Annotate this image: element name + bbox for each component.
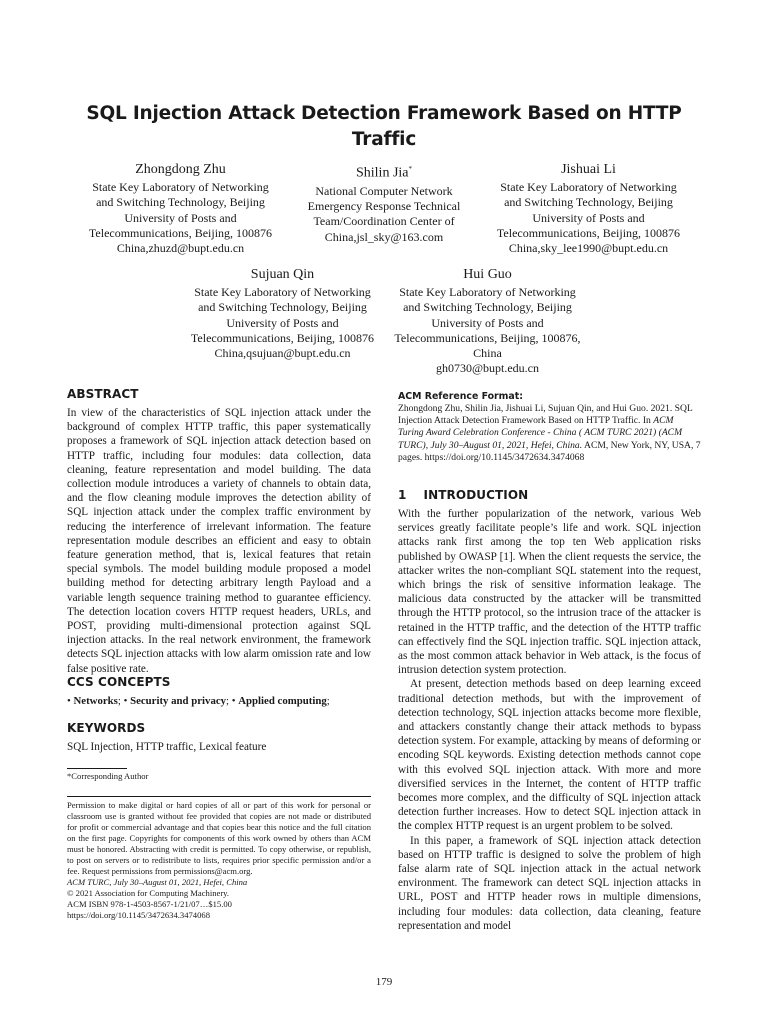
corresponding-mark: * xyxy=(408,165,412,173)
permission-rule xyxy=(67,796,371,797)
author-affiliation-line: Team/Coordination Center of xyxy=(313,214,455,229)
author-affiliation-line: Emergency Response Technical xyxy=(307,198,461,213)
ccs-item: Networks xyxy=(73,695,118,707)
author-affiliation-line: China xyxy=(473,346,502,361)
corresponding-author-footnote: *Corresponding Author xyxy=(67,771,149,781)
page-number: 179 xyxy=(375,976,393,988)
author-affiliation-line: University of Posts and xyxy=(532,210,645,225)
author-affiliation-line: Telecommunications, Beijing, 100876 xyxy=(88,225,273,240)
conference-venue: ACM TURC, July 30–August 01, 2021, Hefei, China xyxy=(67,877,248,887)
doi-line: https://doi.org/10.1145/3472634.3474068 xyxy=(67,910,210,920)
author-affiliation-line: National Computer Network xyxy=(315,183,453,198)
author-affiliation-line: State Key Laboratory of Networking xyxy=(500,180,677,194)
footnote-rule xyxy=(67,768,127,769)
isbn-line: ACM ISBN 978-1-4503-8567-1/21/07…$15.00 xyxy=(67,899,232,909)
paper-title: SQL Injection Attack Detection Framework Based on HTTP Traffic xyxy=(86,103,682,150)
permission-block xyxy=(67,800,371,921)
reference-format-heading: ACM Reference Format: xyxy=(398,391,523,402)
author-affiliation-line: and Switching Technology, Beijing xyxy=(198,300,367,315)
author-email: China,sky_lee1990@bupt.edu.cn xyxy=(508,241,669,256)
abstract-heading: ABSTRACT xyxy=(67,387,139,401)
reference-venue: ACM Turing Award Celebration Conference - China ( ACM TURC 2021) (ACM TURC), July 30–August 01, 2021, Hefei, China. xyxy=(398,415,683,451)
ccs-item: Applied computing xyxy=(238,695,327,707)
author-block xyxy=(385,265,590,377)
paragraph: With the further popularization of the network, various Web services greatly facilitate people’s life and work. SQL injection attacks rank first among the top ten Web application risks published by OWASP [1]. When the client requests the service, the attacker writes the non-compliant SQL statement into the request, which brings the risk of sensitive information leakage. The malicious data constructed by the attacker will be transmitted through the HTTP protocol, so the intrusion trace of the attacker is retained in the HTTP traffic, and the detection of the HTTP traffic can effectively find the SQL injection traffic. SQL injection attack, as the most common attack behavior in Web attack, is the focus of intrusion detection system protection. xyxy=(398,508,701,677)
author-affiliation-line: and Switching Technology, Beijing xyxy=(96,195,265,210)
author-block xyxy=(180,265,385,361)
author-affiliation-line: Telecommunications, Beijing, 100876 xyxy=(190,330,375,345)
keywords-text: SQL Injection, HTTP traffic, Lexical feature xyxy=(67,741,267,753)
author-affiliation-line: University of Posts and xyxy=(226,315,339,330)
author-name: Jishuai Li xyxy=(561,162,616,177)
author-affiliation-line: Telecommunications, Beijing, 100876, xyxy=(394,330,581,345)
author-affiliation-line: University of Posts and xyxy=(431,315,544,330)
introduction-heading: 1 INTRODUCTION xyxy=(398,488,529,502)
author-affiliation-line: University of Posts and xyxy=(124,210,237,225)
author-email: China,qsujuan@bupt.edu.cn xyxy=(214,346,351,361)
paragraph: At present, detection methods based on deep learning exceed traditional detection methods, but with the improvement of detection technology, SQL injection attacks become more flexible, and attackers constantly change their attack methods to bypass detection system. For example, attacking by means of deforming or encoding SQL keywords. Existing detection methods cannot cope with this evolved SQL injection attack. With more and more diversified services in the Internet, the content of HTTP traffic becomes more complex, and the difficulty of SQL injection attack detection further increases. How to detect SQL injection attack in the complex HTTP request is an urgent problem to be solved. xyxy=(398,678,701,833)
abstract-text: In view of the characteristics of SQL injection attack under the background of complex HTTP traffic, this paper systematically proposes a framework of SQL injection attack detection based on HTTP traffic, including four modules: data collection, data cleaning, feature representation and model building. The data collection module introduces a variety of channels to obtain data, and the flow cleaning module improves the detection ability of SQL injection attack under the complex traffic environment by reducing the interference of irrelevant information. The feature representation module describes an efficient and easy to obtain feature generation method, that is, lexical features that retain special symbols. The model building module proposed a model building method for detecting arbitrary length Payload and a variable length sequence training method to guarantee efficiency. The detection location covers HTTP request headers, URLs, and POST, providing multi-dimensional protection against SQL injection attacks. In the real network environment, the framework detects SQL injection attacks with low alarm omission rate and low false positive rate. xyxy=(67,407,371,675)
paragraph: In this paper, a framework of SQL injection attack detection based on HTTP traffic is designed to solve the problem of high false alarm rate of SQL injection attack in the actual network environment. The framework can detect SQL injection attacks in URL, POST and HTTP header rows in multiple dimensions, including four modules: data collection, data cleaning, feature representation and model xyxy=(398,834,701,932)
author-email: China,zhuzd@bupt.edu.cn xyxy=(116,241,245,256)
ccs-item: Security and privacy xyxy=(130,695,227,707)
author-block xyxy=(486,160,691,256)
author-affiliation-line: Telecommunications, Beijing, 100876 xyxy=(496,225,681,240)
author-name: Zhongdong Zhu xyxy=(135,162,226,177)
author-affiliation-line: State Key Laboratory of Networking xyxy=(194,285,371,299)
keywords-heading: KEYWORDS xyxy=(67,721,146,735)
author-email: gh0730@bupt.edu.cn xyxy=(435,361,540,376)
author-name: Sujuan Qin xyxy=(250,267,315,282)
reference-format-text: Zhongdong Zhu, Shilin Jia, Jishuai Li, Sujuan Qin, and Hui Guo. 2021. SQL Injection Attack Detection Framework Based on HTTP Traffic. In ACM Turing Award Celebration Conference - China ( ACM TURC 2021) (ACM TURC), July 30–August 01, 2021, Hefei, China. ACM, New York, NY, USA, 7 pages. https://doi.org/10.1145/3472634.3474068 xyxy=(398,403,701,463)
author-block xyxy=(283,160,485,245)
author-name: Shilin Jia* xyxy=(355,165,412,181)
author-affiliation-line: and Switching Technology, Beijing xyxy=(403,300,572,315)
ccs-heading: CCS CONCEPTS xyxy=(67,675,171,689)
copyright-line: © 2021 Association for Computing Machinery. xyxy=(67,888,230,898)
author-email: China,jsl_sky@163.com xyxy=(324,229,444,244)
author-name: Hui Guo xyxy=(463,267,512,282)
author-affiliation-line: State Key Laboratory of Networking xyxy=(399,285,576,299)
introduction-text xyxy=(398,507,701,933)
author-block xyxy=(78,160,283,256)
author-affiliation-line: and Switching Technology, Beijing xyxy=(504,195,673,210)
permission-text: Permission to make digital or hard copies of all or part of this work for personal or classroom use is granted without fee provided that copies are not made or distributed for profit or commercial advantage and that copies bear this notice and the full citation on the first page. Copyrights for components of this work owned by others than ACM must be honored. Abstracting with credit is permitted. To copy otherwise, or republish, to post on servers or to redistribute to lists, requires prior specific permission and/or a fee. Request permissions from permissions@acm.org. xyxy=(67,800,371,876)
ccs-list: • Networks; • Security and privacy; • Applied computing; xyxy=(67,695,330,707)
author-affiliation-line: State Key Laboratory of Networking xyxy=(92,180,269,194)
